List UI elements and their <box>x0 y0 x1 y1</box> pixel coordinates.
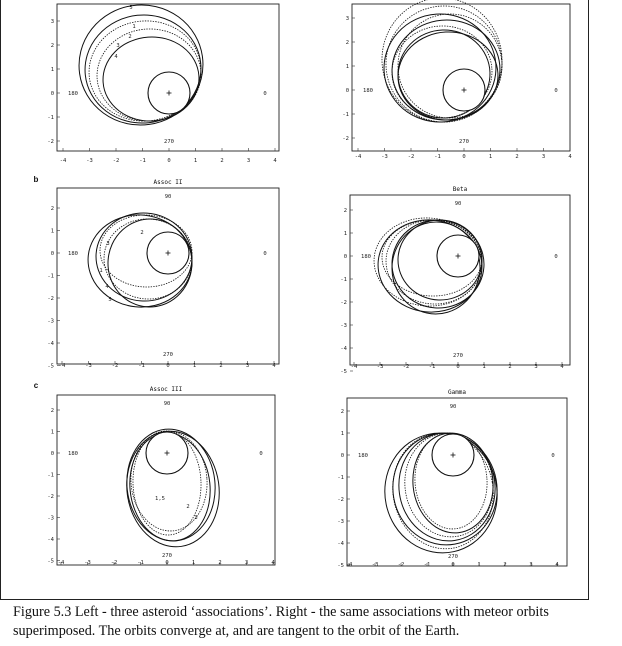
x-tick-label: -4 <box>57 560 65 566</box>
plot-frame <box>57 188 279 364</box>
x-tick-label: -2 <box>397 562 405 568</box>
direction-label-left: 180 <box>68 251 78 257</box>
x-tick-label: 4 <box>568 154 572 160</box>
x-tick-label: 1 <box>192 363 197 369</box>
y-tick-label: -2 <box>47 494 54 500</box>
x-tick-label: 3 <box>529 562 533 568</box>
x-tick-label: 3 <box>246 158 251 164</box>
y-tick-label: -2 <box>337 497 344 503</box>
y-tick-label: 2 <box>50 408 54 414</box>
orbit-panel-5 <box>47 386 275 566</box>
y-tick-label: -2 <box>47 296 54 302</box>
y-tick-label: -1 <box>47 273 54 280</box>
direction-label-top: 90 <box>164 194 172 200</box>
y-tick-label: 1 <box>50 228 54 235</box>
x-tick-label: -1 <box>434 154 441 160</box>
x-tick-label: 0 <box>165 560 169 566</box>
x-tick-label: -2 <box>402 364 410 370</box>
direction-label-left: 180 <box>358 453 368 459</box>
orbit-number-label: 3 <box>106 241 110 247</box>
y-tick-label: -5 <box>47 363 54 370</box>
direction-label-left: 180 <box>361 254 371 260</box>
orbit-panel-3 <box>47 179 279 370</box>
x-tick-label: 3 <box>534 364 538 370</box>
y-tick-label: -2 <box>340 300 347 306</box>
y-tick-label: -5 <box>340 369 347 375</box>
x-tick-label: 1 <box>193 158 198 164</box>
x-tick-label: 4 <box>272 363 276 369</box>
x-tick-label: 0 <box>167 158 171 164</box>
orbit-panel-6 <box>337 389 567 569</box>
direction-label-right: 0 <box>259 451 263 457</box>
x-tick-label: -2 <box>112 158 120 164</box>
direction-label-bottom: 270 <box>162 553 172 559</box>
y-tick-label: 0 <box>50 451 54 457</box>
y-tick-label: -2 <box>342 136 349 142</box>
x-tick-label: -4 <box>350 364 358 370</box>
x-tick-label: 0 <box>456 364 460 370</box>
x-tick-label: 4 <box>560 364 564 370</box>
y-tick-label: -4 <box>47 341 54 347</box>
direction-label-bottom: 270 <box>163 352 173 358</box>
x-tick-label: 4 <box>273 158 277 164</box>
figure-caption <box>13 603 613 641</box>
plot-frame <box>57 395 275 565</box>
plot-frame <box>350 195 570 365</box>
x-tick-label: 1 <box>482 364 486 370</box>
direction-label-bottom: 270 <box>459 139 469 145</box>
y-tick-label: -3 <box>47 515 54 522</box>
direction-label-right: 0 <box>551 453 555 459</box>
y-tick-label: -5 <box>47 558 54 565</box>
y-tick-label: 1 <box>340 431 344 437</box>
y-tick-label: 1 <box>50 67 54 73</box>
y-tick-label: 0 <box>340 453 344 459</box>
y-tick-label: 1 <box>345 64 349 70</box>
orbit-number-label: 2 <box>140 230 144 236</box>
orbit-number-label: 2 <box>186 504 190 510</box>
panel-title: Assoc II <box>153 179 183 186</box>
orbit-number-label: 1,5 <box>155 496 165 502</box>
x-tick-label: 2 <box>515 154 519 160</box>
x-tick-label: -1 <box>428 364 436 370</box>
orbit-number-label: 2 <box>128 34 132 40</box>
x-tick-label: 2 <box>508 364 512 370</box>
direction-label-left: 180 <box>363 88 373 94</box>
x-tick-label: 0 <box>462 154 466 160</box>
y-tick-label: -3 <box>47 318 54 325</box>
panel-label-b: b <box>33 175 39 184</box>
x-tick-label: -2 <box>110 560 118 566</box>
orbit-number-label: 1 <box>132 24 136 30</box>
y-tick-label: 2 <box>343 208 347 214</box>
direction-label-top: 90 <box>449 404 457 410</box>
direction-label-right: 0 <box>263 91 267 97</box>
orbit-panel-2 <box>342 0 572 160</box>
y-tick-label: 2 <box>340 409 344 415</box>
y-tick-label: -1 <box>337 475 344 481</box>
direction-label-bottom: 270 <box>453 353 463 359</box>
y-tick-label: -3 <box>337 519 344 525</box>
x-tick-label: -3 <box>86 158 93 164</box>
panel-title: Beta <box>452 186 468 193</box>
y-tick-label: 3 <box>50 19 54 25</box>
y-tick-label: 0 <box>50 251 54 257</box>
x-tick-label: -3 <box>85 363 92 369</box>
x-tick-label: 1 <box>477 562 481 568</box>
y-tick-label: -3 <box>340 323 347 329</box>
orbit-number-label: 3 <box>116 43 120 49</box>
orbit-ellipse <box>80 9 207 129</box>
caption-line-2: superimposed. The orbits converge at, and are tangent to the orbit of the Earth. <box>13 623 460 639</box>
x-tick-label: -4 <box>345 562 353 568</box>
x-tick-label: -3 <box>371 562 379 568</box>
x-tick-label: -3 <box>381 154 388 160</box>
x-tick-label: 4 <box>555 562 559 568</box>
panel-label-c: c <box>33 381 39 390</box>
x-tick-label: -1 <box>138 363 145 369</box>
panel-title: Gamma <box>447 389 467 396</box>
y-tick-label: -5 <box>337 563 344 569</box>
y-tick-label: -4 <box>47 537 54 543</box>
orbit-panel-1 <box>47 0 279 164</box>
y-tick-label: 3 <box>345 16 349 22</box>
direction-label-top: 90 <box>454 201 462 207</box>
y-tick-label: -1 <box>47 115 54 121</box>
x-tick-label: 1 <box>191 560 196 566</box>
x-tick-label: 3 <box>244 560 249 566</box>
direction-label-left: 180 <box>68 451 78 457</box>
x-tick-label: 2 <box>503 562 507 568</box>
x-tick-label: 2 <box>219 363 223 369</box>
x-tick-label: 1 <box>488 154 493 160</box>
x-tick-label: -2 <box>111 363 119 369</box>
x-tick-label: -1 <box>137 560 144 566</box>
y-tick-label: 2 <box>50 206 54 212</box>
y-tick-label: 2 <box>345 40 349 46</box>
x-tick-label: 0 <box>166 363 170 369</box>
x-tick-label: 2 <box>220 158 224 164</box>
orbit-ellipse <box>376 0 508 128</box>
y-tick-label: 0 <box>343 254 347 260</box>
y-tick-label: 0 <box>345 88 349 94</box>
x-tick-label: -4 <box>59 158 67 164</box>
y-tick-label: -1 <box>340 277 347 283</box>
orbit-number-label: 4 <box>105 284 109 290</box>
x-tick-label: -3 <box>84 560 91 566</box>
y-tick-label: -4 <box>337 541 344 547</box>
direction-label-left: 180 <box>68 91 78 97</box>
orbit-number-label: 3 <box>194 515 198 521</box>
panel-title: Assoc III <box>149 386 183 393</box>
y-tick-label: 2 <box>50 43 54 49</box>
orbit-number-label: 5 <box>129 5 133 11</box>
direction-label-right: 0 <box>554 88 558 94</box>
direction-label-top: 90 <box>163 401 171 407</box>
x-tick-label: 2 <box>218 560 222 566</box>
plot-frame <box>347 398 567 566</box>
orbit-number-label: 4 <box>114 54 118 60</box>
orbit-ellipse <box>84 15 206 126</box>
y-tick-label: -1 <box>342 112 349 118</box>
orbit-ellipse <box>71 0 210 133</box>
x-tick-label: 4 <box>271 560 275 566</box>
y-tick-label: 1 <box>50 429 54 436</box>
direction-label-right: 0 <box>554 254 558 260</box>
direction-label-bottom: 270 <box>448 554 458 560</box>
orbit-panel-4 <box>340 186 570 375</box>
orbit-number-label: 1 <box>99 268 103 274</box>
x-tick-label: 3 <box>541 154 546 160</box>
y-tick-label: 1 <box>343 231 347 237</box>
caption-line-1: Figure 5.3 Left - three asteroid ‘associations’. Right - the same associations with meteor orbits <box>13 604 549 620</box>
orbit-number-label: 5 <box>108 297 112 303</box>
x-tick-label: -1 <box>423 562 431 568</box>
x-tick-label: -2 <box>407 154 415 160</box>
y-tick-label: 0 <box>50 91 54 97</box>
x-tick-label: -1 <box>139 158 146 164</box>
y-tick-label: -1 <box>47 472 54 479</box>
direction-label-right: 0 <box>263 251 267 257</box>
x-tick-label: 0 <box>451 562 455 568</box>
orbit-ellipse <box>94 25 204 124</box>
x-tick-label: -4 <box>58 363 66 369</box>
x-tick-label: -4 <box>354 154 362 160</box>
direction-label-bottom: 270 <box>164 139 174 145</box>
y-tick-label: -2 <box>47 139 54 145</box>
x-tick-label: 3 <box>245 363 250 369</box>
y-tick-label: -4 <box>340 346 347 352</box>
x-tick-label: -3 <box>376 364 384 370</box>
